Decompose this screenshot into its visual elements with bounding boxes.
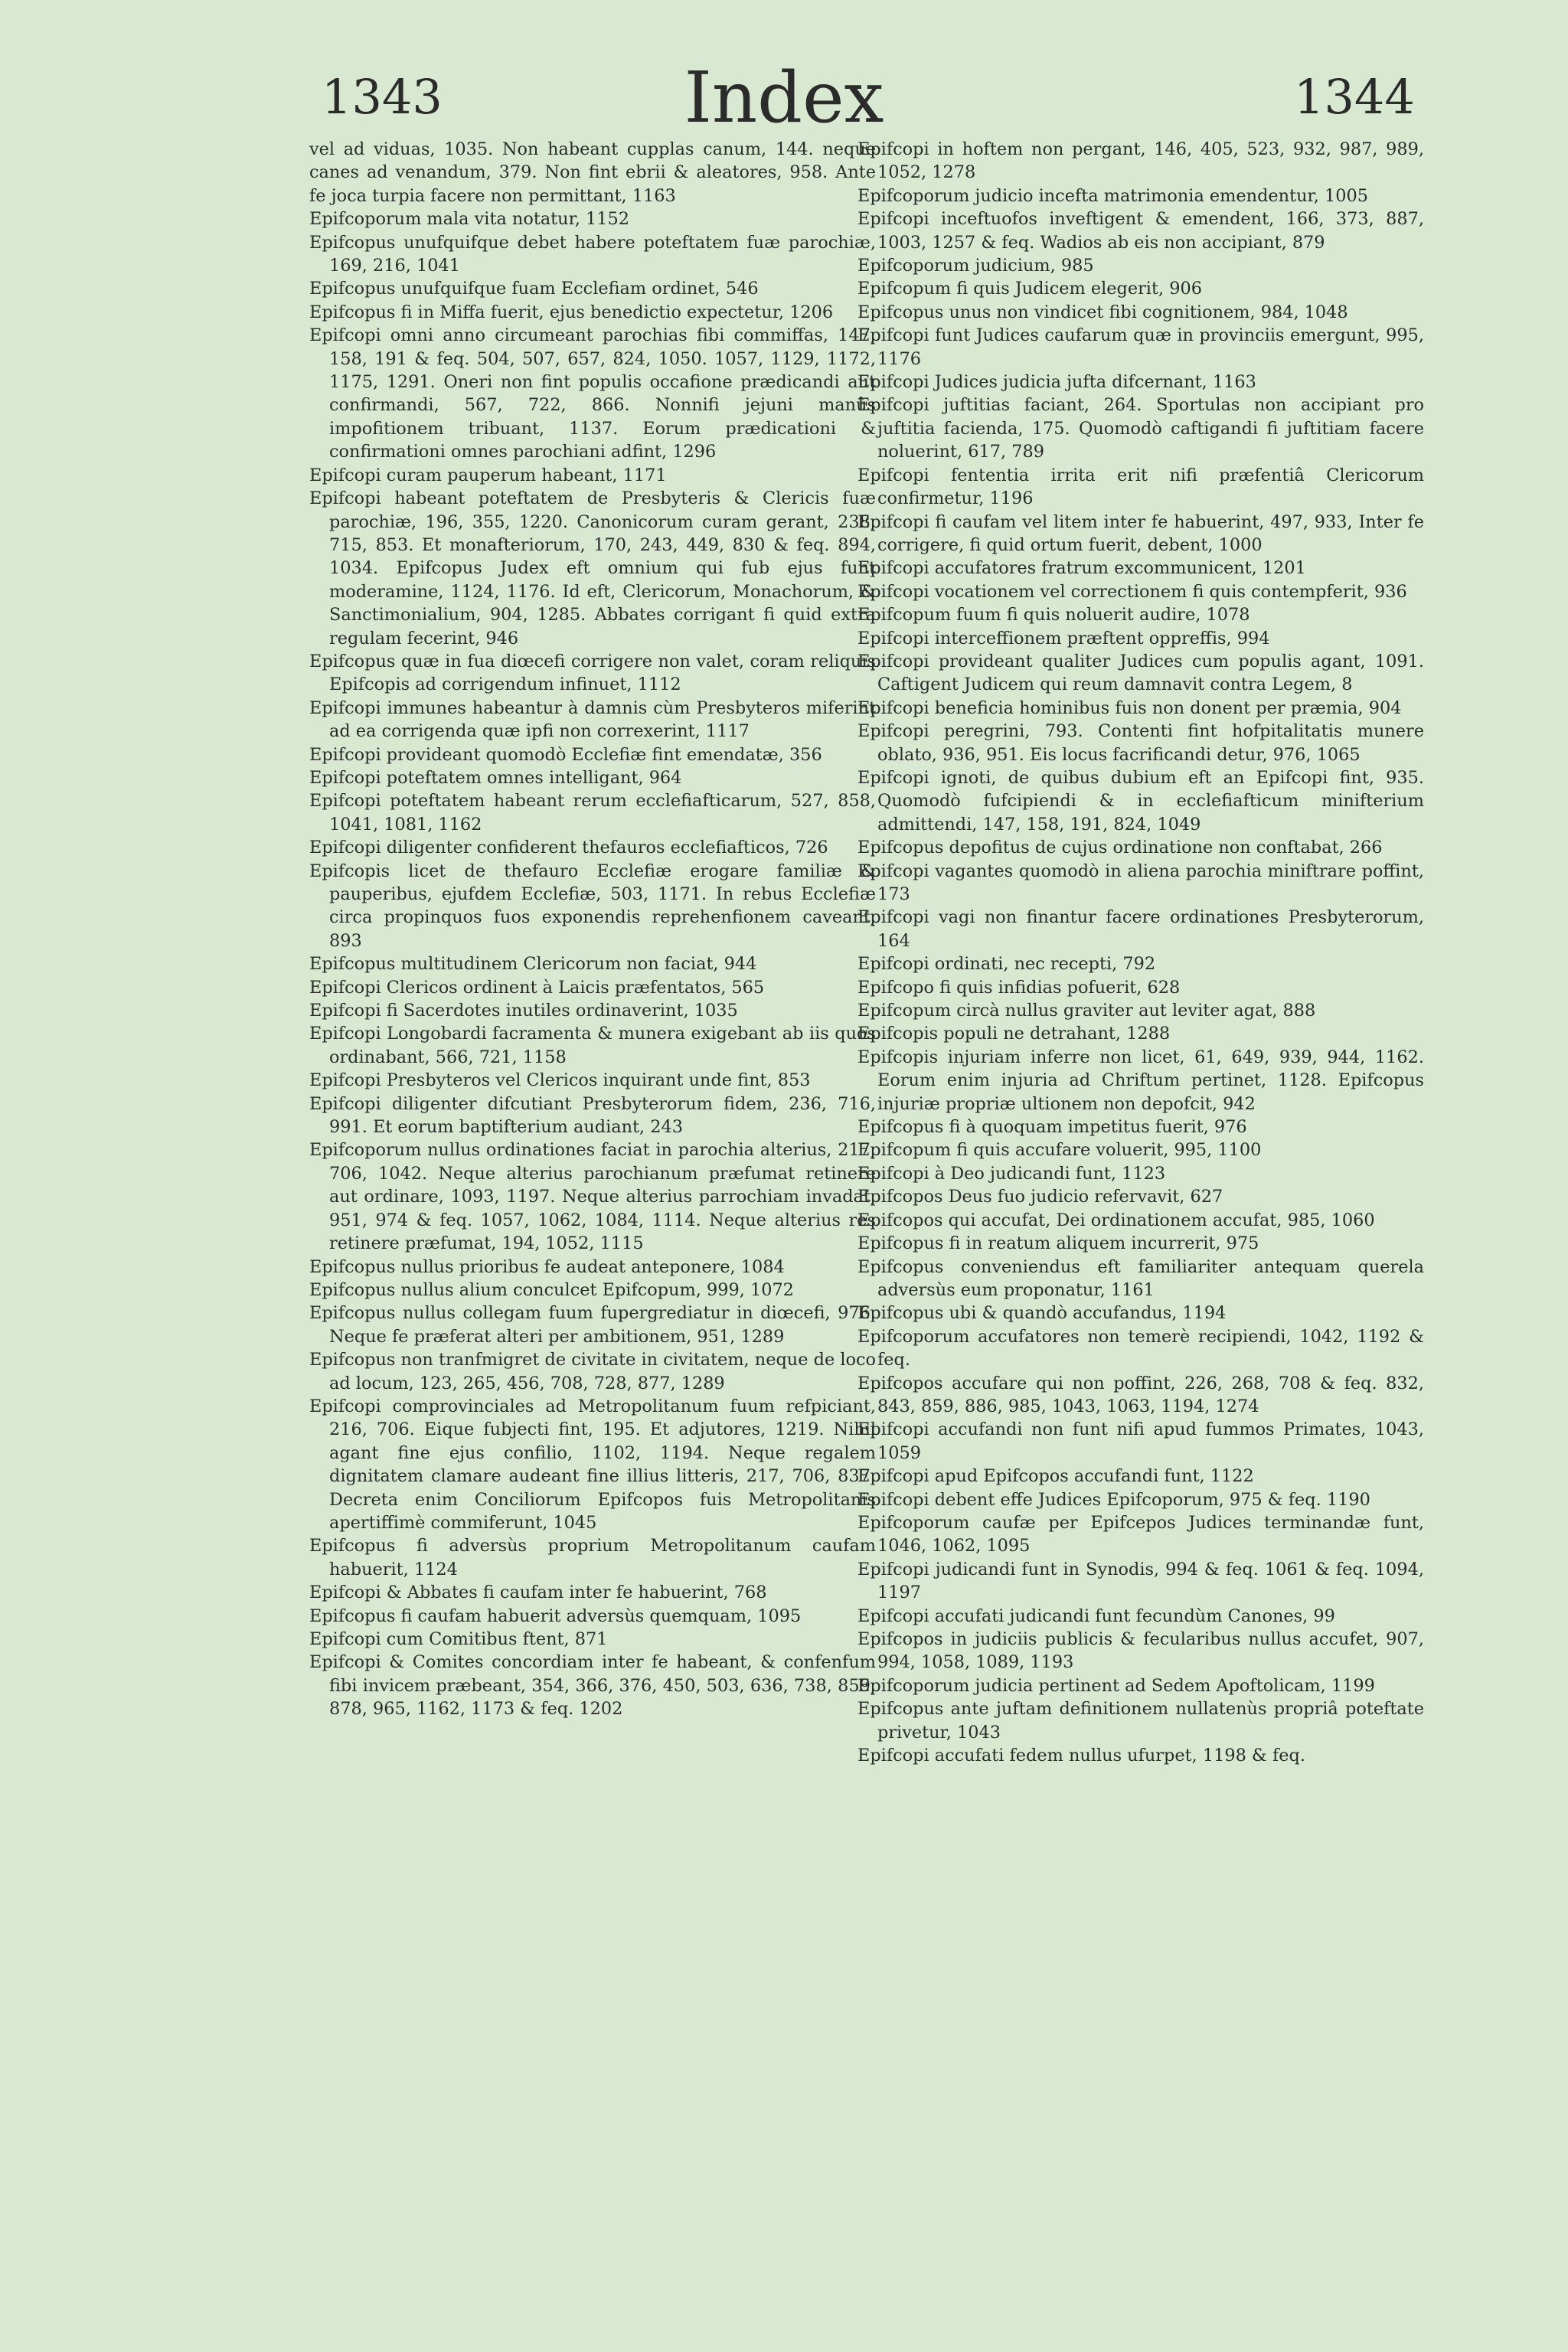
index-entry: Epifcopi provideant quomodò Ecclefiæ fint emendatæ, 356 [309,744,822,765]
page-header [0,54,1568,138]
index-entry: Epifcopi accufatores fratrum excommunicent, 1201 [858,558,1306,579]
index-entry: Epifcopi omni anno circumeant parochias fibi commiffas, 147, 158, 191 & feq. 504, 507, 657, 824, 1050. 1057, 1129, 1172, 1175, 1291. Oneri non fint populis occafione prædicandi aut confirmandi, 567, 722, 866. Nonnifi jejuni manûs impofitionem tribuant, 1137. Eorum prædicationi & confirmationi omnes parochiani adfint, 1296 [309,325,876,462]
page-title: Index [684,57,884,139]
index-entry: Epifcopus unufquifque fuam Ecclefiam ordinet, 546 [309,279,759,299]
index-entry: Epifcopis populi ne detrahant, 1288 [858,1024,1171,1044]
index-entry: Epifcopus nullus alium conculcet Epifcopum, 999, 1072 [309,1279,794,1300]
index-entry: Epifcopi ordinati, nec recepti, 792 [858,954,1156,975]
index-entry: Epifcopus non tranfmigret de civitate in civitatem, neque de loco ad locum, 123, 265, 456, 708, 728, 877, 1289 [309,1350,876,1393]
index-entry: Epifcopi interceffionem præftent oppreffis, 994 [858,628,1270,648]
index-entry: Epifcopus multitudinem Clericorum non faciat, 944 [309,954,757,975]
index-entry: Epifcopi Presbyteros vel Clericos inquirant unde fint, 853 [309,1070,811,1091]
index-entry: Epifcopi accufati judicandi funt fecundùm Canones, 99 [858,1606,1335,1626]
index-entry: Epifcopum fi quis Judicem elegerit, 906 [858,279,1202,299]
index-entry: Epifcopus nullus collegam fuum fupergrediatur in diœcefi, 976. Neque fe præferat alteri per ambitionem, 951, 1289 [309,1303,876,1347]
index-entry: Epifcopus fi in Miffa fuerit, ejus benedictio expectetur, 1206 [309,302,834,322]
index-entry: Epifcopi à Deo judicandi funt, 1123 [858,1163,1166,1184]
index-entry: Epifcopi in hoftem non pergant, 146, 405, 523, 932, 987, 989, 1052, 1278 [858,139,1424,183]
index-entry: Epifcopi vagantes quomodò in aliena parochia miniftrare poffint, 173 [858,861,1424,904]
index-entry: Epifcopus conveniendus eft familiariter antequam querela adversùs eum proponatur, 1161 [858,1256,1424,1300]
index-entry: Epifcopus ante juftam definitionem nullatenùs propriâ poteftate privetur, 1043 [858,1699,1424,1743]
index-entry: Epifcopus fi adversùs proprium Metropolitanum caufam habuerit, 1124 [309,1536,876,1579]
index-entry: Epifcopi comprovinciales ad Metropolitanum fuum refpiciant, 216, 706. Eique fubjecti fint, 195. Et adjutores, 1219. Nihil agant fine ejus confilio, 1102, 1194. Neque regalem dignitatem clamare audeant fine illius litteris, 217, 706, 837. Decreta enim Conciliorum Epifcopos fuis Metropolitanis apertiffimè commiferunt, 1045 [309,1396,876,1533]
index-entry: Epifcopum fi quis accufare voluerit, 995, 1100 [858,1140,1262,1161]
page-number-left: 1343 [322,69,443,125]
index-entry: Epifcopi cum Comitibus ftent, 871 [309,1629,608,1649]
index-entry: Epifcopi poteftatem habeant rerum ecclefiafticarum, 527, 858, 1041, 1081, 1162 [309,791,876,835]
index-entry: Epifcoporum judicia pertinent ad Sedem Apoftolicam, 1199 [858,1675,1375,1696]
index-entry: Epifcoporum judicio incefta matrimonia emendentur, 1005 [858,185,1368,206]
index-entry: Epifcopis licet de thefauro Ecclefiæ erogare familiæ & pauperibus, ejufdem Ecclefiæ, 503, 1171. In rebus Ecclefiæ circa propinquos fuos exponendis reprehenfionem caveant, 893 [309,861,876,951]
index-entry: Epifcopi Clericos ordinent à Laicis præfentatos, 565 [309,977,765,998]
index-entry: Epifcopis injuriam inferre non licet, 61, 649, 939, 944, 1162. Eorum enim injuria ad Chriftum pertinet, 1128. Epifcopus injuriæ propriæ ultionem non depofcit, 942 [858,1047,1424,1114]
index-entry: Epifcoporum caufæ per Epifcepos Judices terminandæ funt, 1046, 1062, 1095 [858,1512,1424,1557]
index-entry: Epifcopi fententia irrita erit nifi præfentiâ Clericorum confirmetur, 1196 [858,465,1424,509]
index-entry: Epifcopi debent effe Judices Epifcoporum, 975 & feq. 1190 [858,1489,1370,1510]
index-entry: Epifcopi inceftuofos inveftigent & emendent, 166, 373, 887, 1003, 1257 & feq. Wadios ab eis non accipiant, 879 [858,209,1424,253]
index-entry: Epifcopi immunes habeantur à damnis cùm Presbyteros miferint ad ea corrigenda quæ ipfi non correxerint, 1117 [309,697,876,742]
index-entry: Epifcopo fi quis infidias pofuerit, 628 [858,977,1181,998]
index-entry: Epifcopos qui accufat, Dei ordinationem accufat, 985, 1060 [858,1210,1375,1230]
index-entry: Epifcopi funt Judices caufarum quæ in provinciis emergunt, 995, 1176 [858,325,1424,369]
index-entry: Epifcopus fi à quoquam impetitus fuerit, 976 [858,1117,1247,1138]
index-entry: Epifcopi provideant qualiter Judices cum populis agant, 1091. Caftigent Judicem qui reum damnavit contra Legem, 8 [858,651,1424,695]
index-entry: Epifcopi accufandi non funt nifi apud fummos Primates, 1043, 1059 [858,1419,1424,1463]
page-number-right: 1344 [1294,69,1415,125]
index-entry: Epifcopus nullus prioribus fe audeat anteponere, 1084 [309,1256,785,1277]
index-entry: vel ad viduas, 1035. Non habeant cupplas canum, 144. neque canes ad venandum, 379. Non fint ebrii & aleatores, 958. Ante fe joca turpia facere non permittant, 1163 [309,139,876,206]
index-entry: Epifcopos accufare qui non poffint, 226, 268, 708 & feq. 832, 843, 859, 886, 985, 1043, 1063, 1194, 1274 [858,1373,1424,1416]
index-entry: Epifcoporum judicium, 985 [858,256,1094,276]
index-entry: Epifcopum fuum fi quis noluerit audire, 1078 [858,605,1250,626]
index-entry: Epifcopi beneficia hominibus fuis non donent per præmia, 904 [858,697,1402,718]
index-entry: Epifcopi Longobardi facramenta & munera exigebant ab iis quos ordinabant, 566, 721, 1158 [309,1024,876,1067]
index-entry: Epifcopi Judices judicia jufta difcernant, 1163 [858,372,1256,393]
index-entry: Epifcopos Deus fuo judicio refervavit, 627 [858,1187,1223,1207]
index-entry: Epifcopus fi in reatum aliquem incurrerit, 975 [858,1233,1259,1254]
index-entry: Epifcoporum mala vita notatur, 1152 [309,209,630,230]
index-entry: Epifcoporum accufatores non temerè recipiendi, 1042, 1192 & feq. [858,1326,1424,1370]
index-entry: Epifcopus ubi & quandò accufandus, 1194 [858,1303,1227,1324]
index-entry: Epifcoporum nullus ordinationes faciat in parochia alterius, 217, 706, 1042. Neque alterius parochianum præfumat retinere aut ordinare, 1093, 1197. Neque alterius parrochiam invadat, 951, 974 & feq. 1057, 1062, 1084, 1114. Neque alterius res retinere præfumat, 194, 1052, 1115 [309,1140,876,1254]
index-entry: Epifcopi fi Sacerdotes inutiles ordinaverint, 1035 [309,1001,738,1021]
index-entry: Epifcopus depofitus de cujus ordinatione non conftabat, 266 [858,838,1383,858]
index-column-right [858,138,1424,1767]
index-entry: Epifcopi accufati fedem nullus ufurpet, 1198 & feq. [858,1746,1305,1766]
index-entry: Epifcopus unufquifque debet habere poteftatem fuæ parochiæ, 169, 216, 1041 [309,232,876,276]
index-entry: Epifcopi juftitias faciant, 264. Sportulas non accipiant pro juftitia facienda, 175. Quomodò caftigandi fi juftitiam facere noluerint, 617, 789 [858,395,1424,462]
index-entry: Epifcopus quæ in fua diœcefi corrigere non valet, coram reliquis Epifcopis ad corrigendum infinuet, 1112 [309,651,876,695]
index-entry: Epifcopi fi caufam vel litem inter fe habuerint, 497, 933, Inter fe corrigere, fi quid ortum fuerit, debent, 1000 [858,511,1424,555]
index-entry: Epifcopi & Abbates fi caufam inter fe habuerint, 768 [309,1583,767,1603]
index-entry: Epifcopi judicandi funt in Synodis, 994 & feq. 1061 & feq. 1094, 1197 [858,1559,1424,1603]
index-entry: Epifcopus fi caufam habuerit adversùs quemquam, 1095 [309,1606,802,1626]
index-entry: Epifcopi peregrini, 793. Contenti fint hofpitalitatis munere oblato, 936, 951. Eis locus facrificandi detur, 976, 1065 [858,721,1424,765]
index-entry: Epifcopi ignoti, de quibus dubium eft an Epifcopi fint, 935. Quomodò fufcipiendi & in ecclefiafticum minifterium admittendi, 147, 158, 191, 824, 1049 [858,767,1424,835]
index-entry: Epifcopi vagi non finantur facere ordinationes Presbyterorum, 164 [858,907,1424,951]
index-column-left [309,138,876,1721]
index-entry: Epifcopi diligenter confiderent thefauros ecclefiafticos, 726 [309,838,828,858]
index-entry: Epifcopi diligenter difcutiant Presbyterorum fidem, 236, 716, 991. Et eorum baptifterium audiant, 243 [309,1093,876,1138]
index-entry: Epifcopi habeant poteftatem de Presbyteris & Clericis fuæ parochiæ, 196, 355, 1220. Canonicorum curam gerant, 238, 715, 853. Et monafteriorum, 170, 243, 449, 830 & feq. 894, 1034. Epifcopus Judex eft omnium qui fub ejus funt moderamine, 1124, 1176. Id eft, Clericorum, Monachorum, & Sanctimonialium, 904, 1285. Abbates corrigant fi quid extra regulam fecerint, 946 [309,488,876,648]
index-entry: Epifcopus unus non vindicet fibi cognitionem, 984, 1048 [858,302,1348,322]
index-entry: Epifcopi & Comites concordiam inter fe habeant, & confenfum fibi invicem præbeant, 354, 366, 376, 450, 503, 636, 738, 859, 878, 965, 1162, 1173 & feq. 1202 [309,1652,876,1720]
index-entry: Epifcopi vocationem vel correctionem fi quis contempferit, 936 [858,581,1407,602]
index-entry: Epifcopi apud Epifcopos accufandi funt, 1122 [858,1466,1254,1487]
index-entry: Epifcopi poteftatem omnes intelligant, 964 [309,767,682,788]
index-entry: Epifcopos in judiciis publicis & fecularibus nullus accufet, 907, 994, 1058, 1089, 1193 [858,1629,1424,1673]
index-entry: Epifcopum circà nullus graviter aut leviter agat, 888 [858,1001,1316,1021]
index-entry: Epifcopi curam pauperum habeant, 1171 [309,465,667,485]
